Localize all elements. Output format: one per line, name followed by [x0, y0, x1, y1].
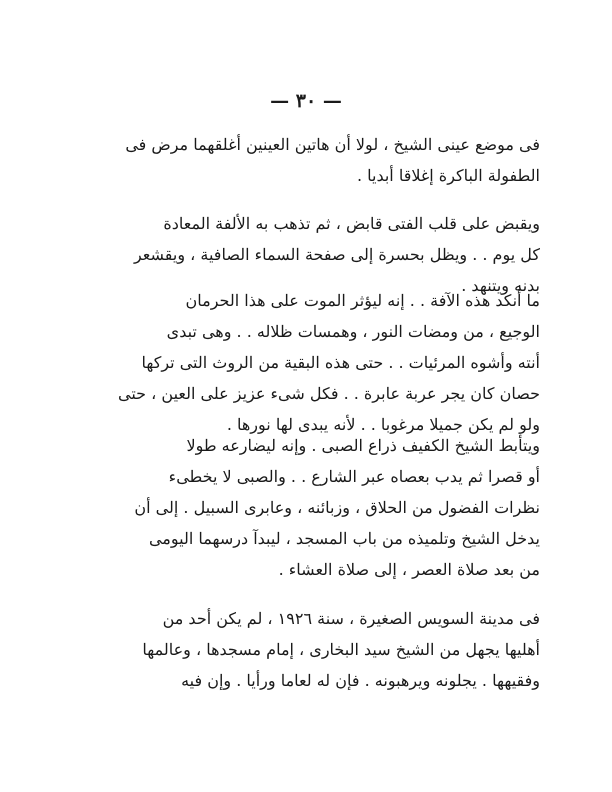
- paragraph-line: ما أنكد هذه الآفة . . إنه ليؤثر الموت على هذا الحرمان: [185, 291, 540, 310]
- paragraph-1: [100, 129, 540, 191]
- paragraph-line: ويتأبط الشيخ الكفيف ذراع الصبى . وإنه ليضارعه طولا: [186, 436, 540, 455]
- paragraph-line: أهليها يجهل من الشيخ سيد البخارى ، إمام مسجدها ، وعالمها: [142, 640, 540, 659]
- paragraph-line: كل يوم . . ويظل بحسرة إلى صفحة السماء الصافية ، ويقشعر: [133, 245, 540, 264]
- paragraph-line: الوجيع ، من ومضات النور ، وهمسات ظلاله . . وهى تبدى: [166, 322, 540, 341]
- paragraph-line: نظرات الفضول من الحلاق ، وزبائنه ، وعابرى السبيل . إلى أن: [134, 498, 540, 517]
- paragraph-line: فى موضع عينى الشيخ ، لولا أن هاتين العينين أغلقهما مرض فى: [125, 135, 540, 154]
- paragraph-4: [100, 430, 540, 585]
- paragraph-line: أو قصرا ثم يدب بعصاه عبر الشارع . . والصبى لا يخطىء: [168, 467, 540, 486]
- paragraph-line: حصان كان يجر عربة عابرة . . فكل شىء عزيز على العين ، حتى: [118, 384, 540, 403]
- paragraph-line: من بعد صلاة العصر ، إلى صلاة العشاء .: [278, 560, 540, 579]
- paragraph-line: يدخل الشيخ وتلميذه من باب المسجد ، ليبدآ درسهما اليومى: [148, 529, 540, 548]
- paragraph-5: [100, 603, 540, 696]
- paragraph-3: [100, 285, 540, 440]
- paragraph-line: الطفولة الباكرة إغلاقا أبديا .: [356, 166, 540, 185]
- page-number: — ٣٠ —: [270, 90, 342, 112]
- paragraph-line: ولو لم يكن جميلا مرغوبا . . لأنه يبدى لها نورها .: [226, 415, 540, 434]
- paragraph-line: أنته وأشوه المرئيات . . حتى هذه البقية من الروث التى تركها: [141, 353, 540, 372]
- paragraph-line: فى مدينة السويس الصغيرة ، سنة ١٩٢٦ ، لم يكن أحد من: [162, 609, 540, 628]
- paragraph-line: بدنه ويتنهد .: [461, 276, 540, 295]
- paragraph-line: وفقيهها . يجلونه ويرهبونه . فإن له لعاما ورأيا . وإن فيه: [181, 671, 540, 690]
- paragraph-line: ويقبض على قلب الفتى قابض ، ثم تذهب به الألفة المعادة: [163, 214, 540, 233]
